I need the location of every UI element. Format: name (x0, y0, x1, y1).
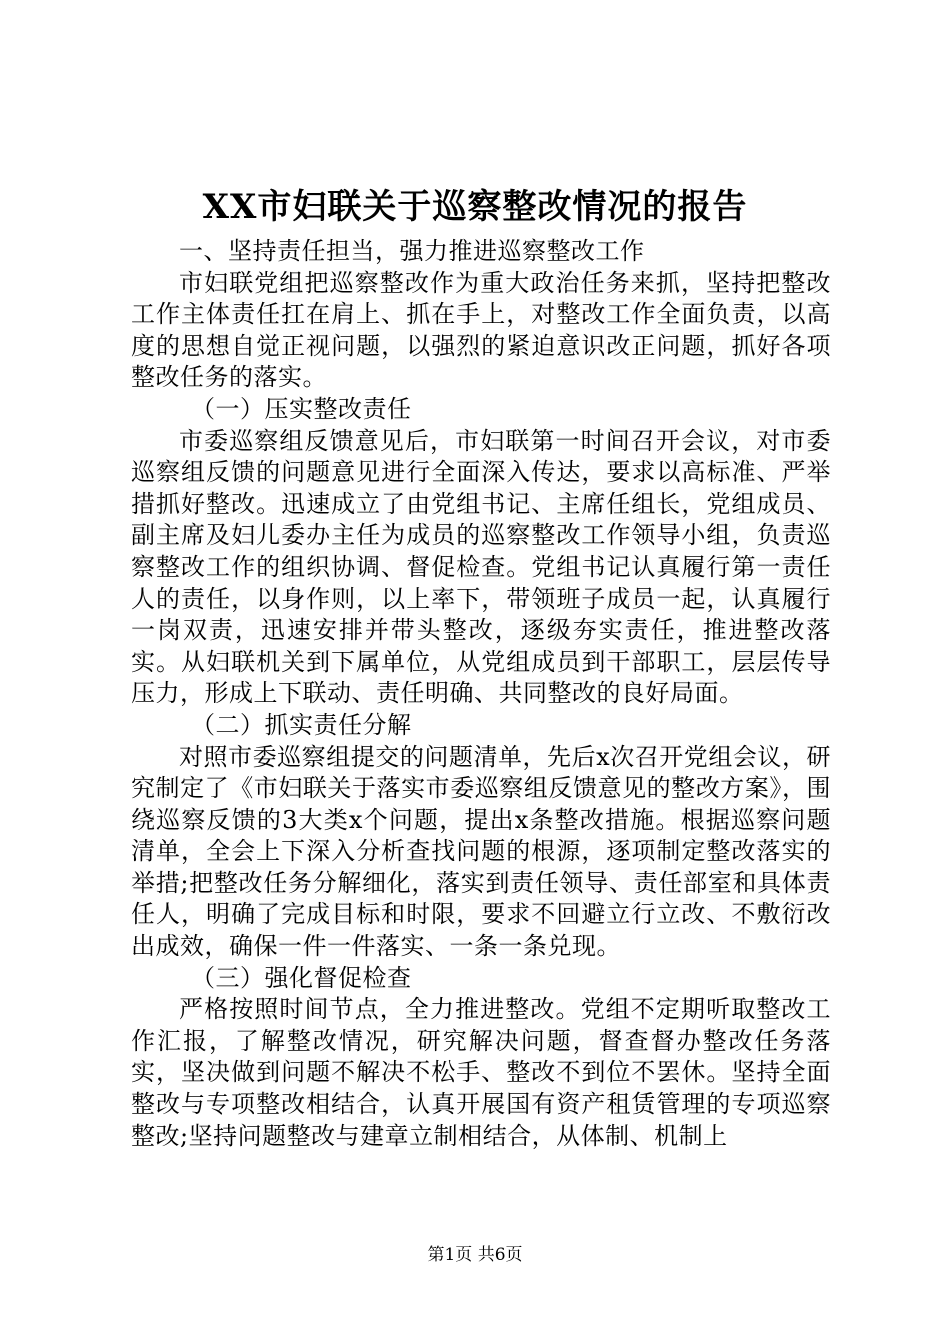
body-paragraph: 市委巡察组反馈意见后，市妇联第一时间召开会议，对市委巡察组反馈的问题意见进行全面深入传达，要求以高标准、严举措抓好整改。迅速成立了由党组书记、主席任组长，党组成员、副主席及妇儿委办主任为成员的巡察整改工作领导小组，负责巡察整改工作的组织协调、督促检查。党组书记认真履行第一责任人的责任，以身作则，以上率下，带领班子成员一起，认真履行一岗双责，迅速安排并带头整改，逐级夯实责任，推进整改落实。从妇联机关到下属单位，从党组成员到干部职工，层层传导压力，形成上下联动、责任明确、共同整改的良好局面。 (131, 426, 831, 708)
body-paragraph: 市妇联党组把巡察整改作为重大政治任务来抓，坚持把整改工作主体责任扛在肩上、抓在手上，对整改工作全面负责，以高度的思想自觉正视问题，以强烈的紧迫意识改正问题，抓好各项整改任务的落实。 (131, 268, 831, 392)
body-paragraph: 严格按照时间节点，全力推进整改。党组不定期听取整改工作汇报，了解整改情况，研究解决问题，督查督办整改任务落实，坚决做到问题不解决不松手、整改不到位不罢休。坚持全面整改与专项整改相结合，认真开展国有资产租赁管理的专项巡察整改;坚持问题整改与建章立制相结合，从体制、机制上 (131, 995, 831, 1150)
page-footer: 第1页 共6页 (427, 1245, 523, 1265)
subsection-heading: （二）抓实责任分解 (191, 710, 412, 739)
section-heading: 一、坚持责任担当，强力推进巡察整改工作 (179, 237, 645, 265)
subsection-heading: （三）强化督促检查 (191, 963, 412, 992)
body-paragraph: 对照市委巡察组提交的问题清单，先后x次召开党组会议，研究制定了《市妇联关于落实市委巡察组反馈意见的整改方案》，围绕巡察反馈的3大类x个问题，提出x条整改措施。根据巡察问题清单，全会上下深入分析查找问题的根源，逐项制定整改落实的举措;把整改任务分解细化，落实到责任领导、责任部室和具体责任人，明确了完成目标和时限，要求不回避立行立改、不敷衍改出成效，确保一件一件落实、一条一条兑现。 (131, 742, 831, 961)
subsection-heading: （一）压实整改责任 (191, 394, 412, 423)
document-body (131, 236, 831, 1152)
document-title: XX市妇联关于巡察整改情况的报告 (202, 187, 748, 227)
